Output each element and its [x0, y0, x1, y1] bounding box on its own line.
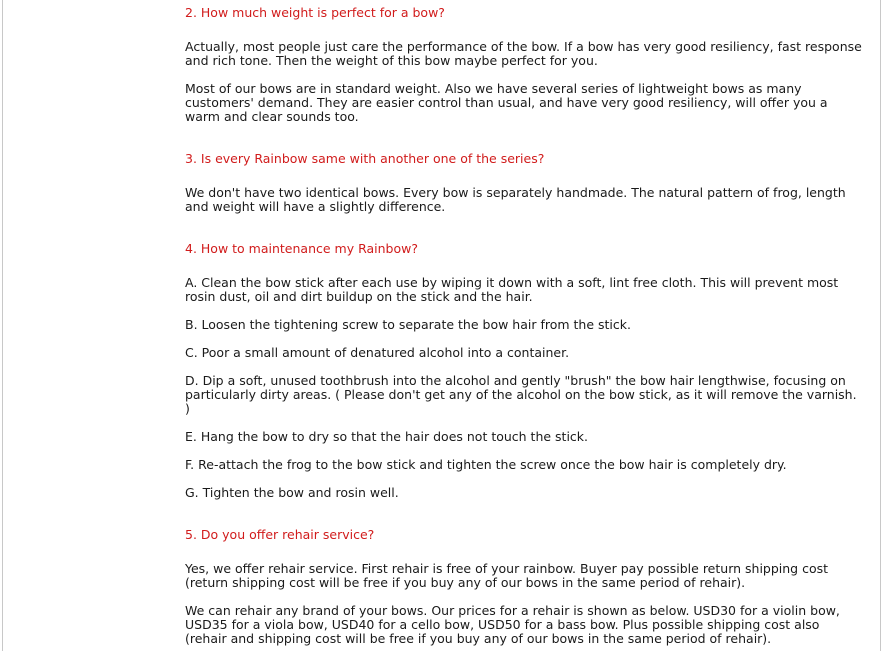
faq-answer: Most of our bows are in standard weight. Also we have several series of lightweight bows as many customers' demand. They are easier control than usual, and have very good resiliency, will offer you a warm and clear sounds too.: [185, 81, 828, 124]
faq-content: [185, 6, 865, 660]
faq-question: 3. Is every Rainbow same with another one of the series?: [185, 151, 545, 166]
faq-section-2: [185, 6, 865, 124]
faq-question: 4. How to maintenance my Rainbow?: [185, 241, 418, 256]
frame-left-border: [2, 0, 3, 651]
faq-answer: We don't have two identical bows. Every bow is separately handmade. The natural pattern of frog, length and weight will have a slightly difference.: [185, 185, 846, 214]
faq-answer: We can rehair any brand of your bows. Our prices for a rehair is shown as below. USD30 for a violin bow, USD35 for a viola bow, USD40 for a cello bow, USD50 for a bass bow. Plus possible shipping cost also (rehair and shipping cost will be free if you buy any of our bows in the same period of rehair).: [185, 603, 840, 646]
maintenance-step: B. Loosen the tightening screw to separate the bow hair from the stick.: [185, 317, 631, 332]
faq-answer: Yes, we offer rehair service. First rehair is free of your rainbow. Buyer pay possible return shipping cost (return shipping cost will be free if you buy any of our bows in the same period of rehair).: [185, 561, 829, 590]
faq-answer: Actually, most people just care the performance of the bow. If a bow has very good resiliency, fast response and rich tone. Then the weight of this bow maybe perfect for you.: [185, 39, 862, 68]
maintenance-step: G. Tighten the bow and rosin well.: [185, 485, 399, 500]
faq-section-3: [185, 152, 865, 214]
maintenance-step: C. Poor a small amount of denatured alcohol into a container.: [185, 345, 570, 360]
maintenance-step: A. Clean the bow stick after each use by wiping it down with a soft, lint free cloth. This will prevent most rosin dust, oil and dirt buildup on the stick and the hair.: [185, 275, 839, 304]
faq-section-5: [185, 528, 865, 646]
faq-question: 2. How much weight is perfect for a bow?: [185, 5, 445, 20]
maintenance-step: F. Re-attach the frog to the bow stick and tighten the screw once the bow hair is completely dry.: [185, 457, 787, 472]
maintenance-step: E. Hang the bow to dry so that the hair does not touch the stick.: [185, 429, 589, 444]
maintenance-step: D. Dip a soft, unused toothbrush into the alcohol and gently "brush" the bow hair lengthwise, focusing on particularly dirty areas. ( Please don't get any of the alcohol on the bow stick, as it will remove the varnish. ): [185, 373, 857, 416]
frame-right-border: [880, 0, 881, 651]
faq-question: 5. Do you offer rehair service?: [185, 527, 375, 542]
faq-section-4: [185, 242, 865, 500]
